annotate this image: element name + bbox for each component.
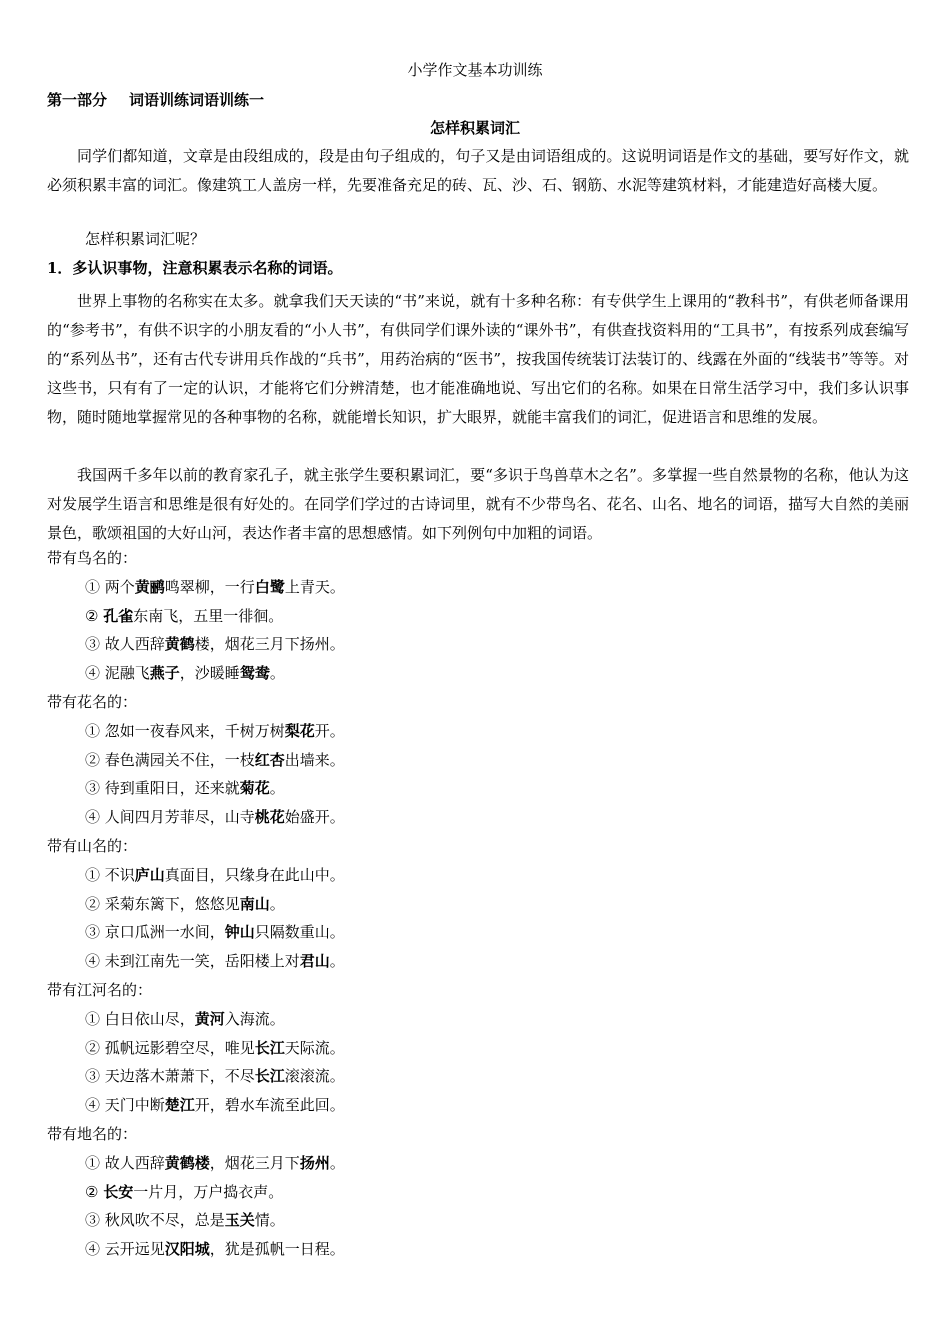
bold-term: 鸳鸯 <box>239 664 270 683</box>
bold-term: 黄河 <box>194 1009 225 1028</box>
line-text: 入海流。 <box>224 1009 285 1028</box>
bold-term: 长江 <box>254 1038 285 1057</box>
bold-term: 南山 <box>239 894 270 913</box>
example-line <box>85 1182 283 1202</box>
bold-term: 黄鹤楼 <box>164 1153 210 1172</box>
line-text: 。 <box>269 779 285 798</box>
example-line <box>85 778 285 798</box>
bold-term: 燕子 <box>149 664 180 683</box>
line-text: ④ 天门中断 <box>85 1096 165 1115</box>
example-line <box>85 865 345 885</box>
line-text: ① 忽如一夜春风来，千树万树 <box>85 721 285 740</box>
example-line <box>85 1095 345 1115</box>
line-text: ② <box>85 1182 104 1201</box>
bold-term: 长江 <box>254 1067 285 1086</box>
example-line <box>85 606 283 626</box>
line-text: ③ 待到重阳日，还来就 <box>85 779 240 798</box>
example-line <box>85 634 345 654</box>
example-line <box>85 894 285 914</box>
line-text: ③ 秋风吹不尽，总是 <box>85 1211 225 1230</box>
bold-term: 楚江 <box>164 1096 195 1115</box>
example-line <box>85 721 345 741</box>
category-label: 带有鸟名的： <box>47 549 138 567</box>
bold-term: 孔雀 <box>103 606 134 625</box>
line-text: 鸣翠柳，一行 <box>164 577 255 596</box>
example-line <box>85 951 345 971</box>
part-label: 第一部分 <box>47 91 108 109</box>
intro-paragraph: 同学们都知道，文章是由段组成的，段是由句子组成的，句子又是由词语组成的。这说明词语是作文的基础，要写好作文，就必须积累丰富的词汇。像建筑工人盖房一样，先要准备充足的砖、瓦、沙、石、钢筋、水泥等建筑材料，才能建造好高楼大厦。 <box>47 147 909 194</box>
bold-term: 君山 <box>299 952 330 971</box>
bold-term: 黄鹤 <box>164 635 195 654</box>
line-text: ③ 天边落木萧萧下，不尽 <box>85 1067 255 1086</box>
line-text: ③ 京口瓜洲一水间， <box>85 923 225 942</box>
bold-term: 玉关 <box>224 1211 255 1230</box>
line-text: ① 不识 <box>85 865 135 884</box>
line-text: ② <box>85 606 104 625</box>
bold-term: 庐山 <box>134 865 165 884</box>
line-text: 开，碧水车流至此回。 <box>194 1096 345 1115</box>
line-text: ② 春色满园关不住，一枝 <box>85 750 255 769</box>
line-text: 真面目，只缘身在此山中。 <box>164 865 345 884</box>
line-text: ，犹是孤帆一日程。 <box>209 1240 345 1259</box>
bold-term: 梨花 <box>284 721 315 740</box>
question-line: 怎样积累词汇呢？ <box>85 230 206 248</box>
bold-term: 钟山 <box>224 923 255 942</box>
example-line <box>85 750 345 770</box>
bold-term: 红杏 <box>254 750 285 769</box>
line-text: 情。 <box>254 1211 285 1230</box>
line-text: ② 采菊东篱下，悠悠见 <box>85 894 240 913</box>
bold-term: 黄鹂 <box>134 577 165 596</box>
line-text: 开。 <box>314 721 345 740</box>
line-text: 天际流。 <box>284 1038 345 1057</box>
line-text: 楼，烟花三月下扬州。 <box>194 635 345 654</box>
line-text: 上青天。 <box>284 577 345 596</box>
heading-1: 1．多认识事物，注意积累表示名称的词语。 <box>47 259 343 277</box>
example-line <box>85 1066 345 1086</box>
example-line <box>85 577 345 597</box>
line-text: 始盛开。 <box>284 808 345 827</box>
line-text: ，沙暖睡 <box>179 664 240 683</box>
example-line <box>85 663 285 683</box>
line-text: ④ 人间四月芳菲尽，山寺 <box>85 808 255 827</box>
paragraph-books: 世界上事物的名称实在太多。就拿我们天天读的“书”来说，就有十多种名称：有专供学生上课用的“教科书”，有供老师备课用的“参考书”，有供不识字的小朋友看的“小人书”，有供同学们课外读的“课外书”，有供查找资料用的“工具书”，有按系列成套编写的“系列丛书”，还有古代专讲用兵作战的“兵书”，用药治病的“医书”，按我国传统装订法装订的、线露在外面的“线装书”等等。对这些书，只有有了一定的认识，才能将它们分辨清楚，也才能准确地说、写出它们的名称。如果在日常生活学习中，我们多认识事物，随时随地掌握常见的各种事物的名称，就能增长知识，扩大眼界，就能丰富我们的词汇，促进语言和思维的发展。 <box>47 292 909 426</box>
category-label: 带有花名的： <box>47 693 138 711</box>
bold-term: 扬州 <box>299 1153 330 1172</box>
line-text: ① 故人西辞 <box>85 1153 165 1172</box>
part-name: 词语训练词语训练一 <box>129 91 265 109</box>
paragraph-confucius: 我国两千多年以前的教育家孔子，就主张学生要积累词汇，要“多识于鸟兽草木之名”。多掌握一些自然景物的名称，他认为这对发展学生语言和思维是很有好处的。在同学们学过的古诗词里，就有不少带鸟名、花名、山名、地名的词语，描写大自然的美丽景色，歌颂祖国的大好山河，表达作者丰富的思想感情。如下列例句中加粗的词语。 <box>47 466 909 542</box>
example-line <box>85 922 345 942</box>
bold-term: 长安 <box>103 1182 134 1201</box>
line-text: ② 孤帆远影碧空尽，唯见 <box>85 1038 255 1057</box>
line-text: 滚滚流。 <box>284 1067 345 1086</box>
line-text: ③ 故人西辞 <box>85 635 165 654</box>
category-label: 带有地名的： <box>47 1125 138 1143</box>
line-text: 。 <box>329 1153 345 1172</box>
line-text: 。 <box>269 894 285 913</box>
example-line <box>85 1210 285 1230</box>
example-line <box>85 1009 285 1029</box>
bold-term: 白鹭 <box>254 577 285 596</box>
category-label: 带有山名的： <box>47 837 138 855</box>
line-text: 。 <box>269 664 285 683</box>
example-line <box>85 1038 345 1058</box>
line-text: ④ 云开远见 <box>85 1240 165 1259</box>
part-heading <box>47 90 264 110</box>
line-text: 只隔数重山。 <box>254 923 345 942</box>
line-text: 。 <box>329 952 345 971</box>
line-text: ④ 未到江南先一笑，岳阳楼上对 <box>85 952 300 971</box>
bold-term: 汉阳城 <box>164 1240 210 1259</box>
line-text: ，烟花三月下 <box>209 1153 300 1172</box>
document-title: 小学作文基本功训练 <box>407 61 543 79</box>
example-line <box>85 1239 345 1259</box>
section-subtitle: 怎样积累词汇 <box>429 119 520 137</box>
category-label: 带有江河名的： <box>47 981 153 999</box>
bold-term: 桃花 <box>254 808 285 827</box>
line-text: ④ 泥融飞 <box>85 664 150 683</box>
example-line <box>85 1153 345 1173</box>
line-text: ① 白日依山尽， <box>85 1009 195 1028</box>
line-text: 出墙来。 <box>284 750 345 769</box>
bold-term: 菊花 <box>239 779 270 798</box>
line-text: 一片月，万户捣衣声。 <box>133 1182 284 1201</box>
line-text: ① 两个 <box>85 577 135 596</box>
example-line <box>85 807 345 827</box>
line-text: 东南飞，五里一徘徊。 <box>133 606 284 625</box>
